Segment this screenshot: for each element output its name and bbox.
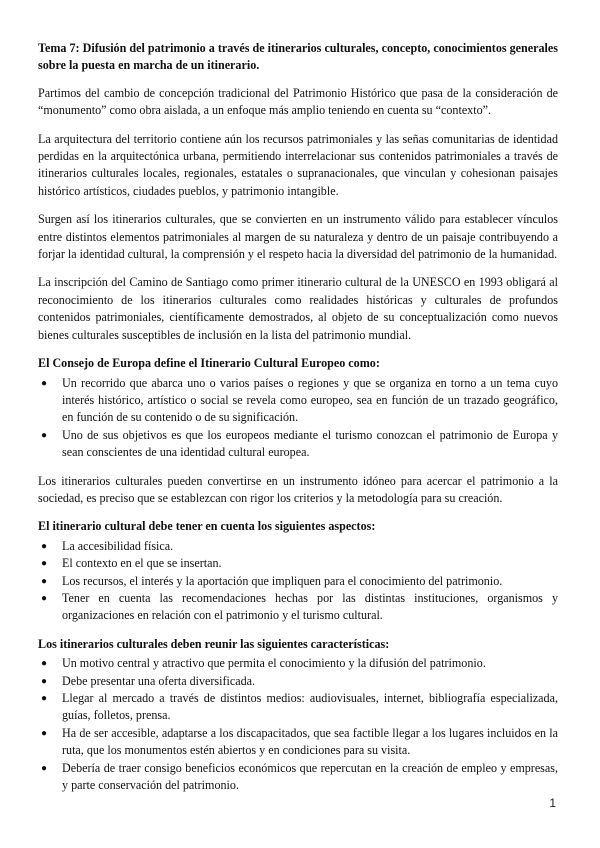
bullet-icon: ● — [41, 558, 48, 570]
paragraph-2: La arquitectura del territorio contiene aún los recursos patrimoniales y las señas comunitarias de identidad perdidas en la arquitectónica urbana, permitiendo interrelacionar sus contenidos patrimoniales a través de itinerarios culturales locales, regionales, estatales o supranacionales, que vinculan y cohesionan paisajes histórico artísticos, ciudades pueblos, y patrimonio intangible. — [38, 131, 558, 198]
list-item — [38, 673, 558, 690]
bullet-icon: ● — [41, 540, 48, 552]
list-item — [38, 725, 558, 760]
list-item — [38, 590, 558, 625]
list-item — [38, 573, 558, 590]
list-item — [38, 375, 558, 427]
bullet-icon: ● — [41, 727, 48, 739]
paragraph-3: Surgen así los itinerarios culturales, que se convierten en un instrumento válido para establecer vínculos entre distintos elementos patrimoniales al margen de su naturaleza y dentro de un paisaje contribuyendo a forjar la identidad cultural, la comprensión y el respeto hacia la diversidad del patrimonio de la humanidad. — [38, 212, 558, 262]
bullet-icon: ● — [41, 762, 48, 774]
bullet-icon: ● — [41, 377, 48, 389]
list-item — [38, 427, 558, 462]
section-heading-caracteristicas: Los itinerarios culturales deben reunir las siguientes características: — [38, 636, 390, 651]
paragraph-5: Los itinerarios culturales pueden convertirse en un instrumento idóneo para acercar el patrimonio a la sociedad, es preciso que se establezcan con rigor los criterios y la metodología para su creación. — [38, 473, 558, 505]
list-caracteristicas — [38, 655, 558, 794]
list-consejo-europa — [38, 375, 558, 462]
list-item — [38, 655, 558, 672]
bullet-icon: ● — [41, 693, 48, 704]
document-title: Tema 7: Difusión del patrimonio a través de itinerarios culturales, concepto, conocimientos generales sobre la puesta en marcha de un itinerario. — [38, 41, 558, 73]
bullet-icon: ● — [41, 592, 48, 604]
list-item-text: El contexto en el que se insertan. — [62, 556, 222, 571]
bullet-icon: ● — [41, 429, 48, 441]
list-item-text: La accesibilidad física. — [62, 538, 174, 553]
bullet-icon: ● — [41, 675, 48, 687]
bullet-icon: ● — [41, 575, 48, 587]
list-item — [38, 555, 558, 572]
list-item-text: Tener en cuenta las recomendaciones hechas por las distintas instituciones, organismos y organizaciones en relación con el patrimonio y el turismo cultural. — [62, 590, 558, 623]
list-item-text: Un motivo central y atractivo que permita el conocimiento y la difusión del patrimonio. — [62, 656, 486, 671]
paragraph-4: La inscripción del Camino de Santiago como primer itinerario cultural de la UNESCO en 1993 obligará al reconocimiento de los itinerarios culturales como realidades históricas y culturales de profundos contenidos patrimoniales, científicamente demostrados, al objeto de su conceptualización como nuevos bienes culturales susceptibles de inclusión en la lista del patrimonio mundial. — [38, 275, 558, 342]
list-item-text: Uno de sus objetivos es que los europeos mediante el turismo conozcan el patrimonio de Europa y sean conscientes de una identidad cultural europea. — [62, 427, 558, 460]
list-item-text: Debería de traer consigo beneficios económicos que repercutan en la creación de empleo y empresas, y parte conservación del patrimonio. — [62, 760, 558, 793]
document-page — [38, 40, 558, 805]
list-item — [38, 538, 558, 555]
bullet-icon: ● — [41, 658, 48, 670]
list-item-text: Un recorrido que abarca uno o varios países o regiones y que se organiza en torno a un tema cuyo interés histórico, artístico o social se revela como europeo, sea en función de un trazado geográfico, en función de su contenido o de su significación. — [62, 375, 558, 425]
list-item-text: Los recursos, el interés y la aportación que impliquen para el conocimiento del patrimonio. — [62, 573, 503, 588]
paragraph-1: Partimos del cambio de concepción tradicional del Patrimonio Histórico que pasa de la consideración de “monumento” como obra aislada, a un enfoque más amplio teniendo en cuenta su “contexto”. — [38, 85, 558, 118]
section-heading-consejo-europa: El Consejo de Europa define el Itinerario Cultural Europeo como: — [38, 356, 380, 371]
list-aspectos — [38, 538, 558, 625]
section-heading-aspectos: El itinerario cultural debe tener en cuenta los siguientes aspectos: — [38, 519, 376, 534]
list-item-text: Debe presentar una oferta diversificada. — [62, 673, 256, 688]
page-number: 1 — [549, 796, 556, 810]
list-item-text: Llegar al mercado a través de distintos medios: audiovisuales, internet, bibliografía especializada, guías, folletos, prensa. — [62, 691, 558, 723]
list-item — [38, 760, 558, 795]
list-item — [38, 690, 558, 725]
list-item-text: Ha de ser accesible, adaptarse a los discapacitados, que sea factible llegar a los lugares incluidos en la ruta, que los monumentos estén abiertos y en condiciones para su visita. — [62, 725, 558, 758]
